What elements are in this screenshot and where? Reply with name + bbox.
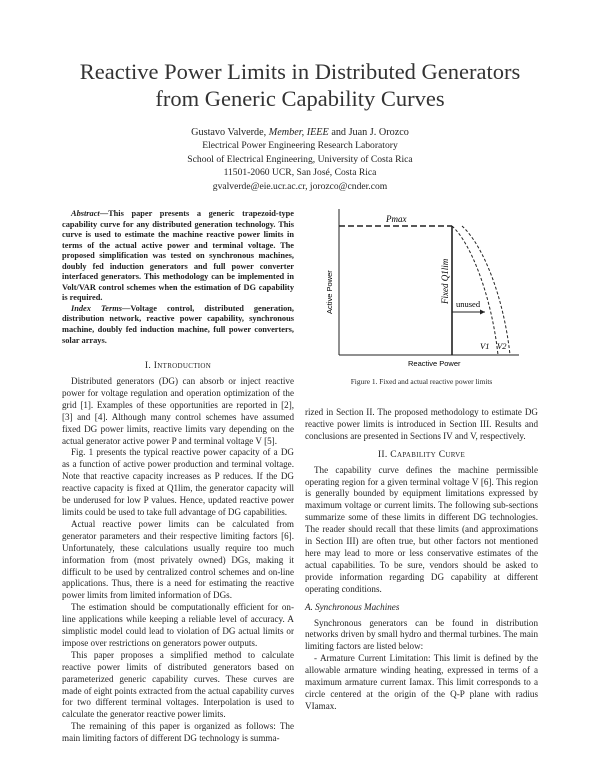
abstract-paragraph [62,209,294,304]
affiliation-lab: Electrical Power Engineering Research Laboratory [202,140,398,152]
intro-paragraph-5: This paper proposes a simplified method to calculate reactive power limits of distributed generators based on parameterized generic capability curves. These curves are made of eight points extracted from the actual capability curves for two different terminal voltages. Interpolation is used to calculate the generator reactive power limits. [62,649,294,720]
author-1: Gustavo Valverde, [191,127,269,138]
affiliation-school: School of Electrical Engineering, University of Costa Rica [187,153,413,165]
intro-paragraph-2: Fig. 1 presents the typical reactive power capacity of a DG as a function of active power production and terminal voltage. Note that reactive capacity increases as P reduces. If the DG reactive capacity is fixed at Q1lim, the generator capacity will be underused for low P values. Hence, updated reactive power limits could be used to take full advantage of DG capabilities. [62,447,294,517]
affiliation-address: 11501-2060 UCR, San José, Costa Rica [223,167,377,179]
unused-label: unused [456,299,481,309]
subsection-heading-synchronous: A. Synchronous Machines [305,601,400,612]
abstract [62,209,294,346]
intro-paragraph-6: The remaining of this paper is organized as follows: The main limiting factors of different DG technology is summa- [62,721,294,744]
right-paragraph-continued: rized in Section II. The proposed methodology to estimate DG reactive power limits is introduced in Section III. Results and conclusions are presented in Sections IV and V, respectively. [305,407,538,441]
left-column [62,209,294,745]
x-axis-label: Reactive Power [408,359,461,368]
capability-paragraph-1: The capability curve defines the machine permissible operating region for a given terminal voltage V [6]. This region is generally bounded by equipment limitations expressed by maximum voltage or current limits. The following sub-sections summarize some of these limits in different DG technologies. The reader should recall that these limits (and approximations in Section III) are often true, but other factors not mentioned here may lead to more or less conservative estimates of the actual capabilities. To be sure, vendors should be asked to provide information regarding DG capability at different operating conditions. [305,464,538,594]
fixed-q-label: Fixed Q1lim [440,258,450,304]
index-terms-label: Index Terms [71,303,122,313]
intro-paragraph-3: Actual reactive power limits can be calculated from generator parameters and their respective limiting factors [6]. Unfortunately, these calculations usually require too much information from (most privately owned) DGs, making it difficult to be used by centralized control schemes and on-line applications. Thus, there is a need for estimating the reactive power limits from limited information of DGs. [62,518,294,601]
synchronous-paragraph-1: Synchronous generators can be found in distribution networks driven by small hydro and thermal turbines. The main limiting factors are listed below: [305,617,538,652]
v2-curve [462,226,510,355]
synchronous-paragraph-2: - Armature Current Limitation: This limit is defined by the allowable armature winding heating, expressed in terms of a maximum armature current Iamax. This limit corresponds to a circle centered at the origin of the Q-P plane with radius VIamax. [305,653,538,711]
author-block [30,126,570,193]
v1-label: V1 [480,341,490,351]
y-axis-label: Active Power [325,270,334,314]
index-terms-text: —Voltage control, distributed generation, distribution network, reactive power capability, synchronous machine, doubly fed induction machine, full power converters, solar arrays. [62,303,294,345]
title-line-2: from Generic Capability Curves [155,86,445,111]
author-emails: gvalverde@eie.ucr.ac.cr, jorozco@cnder.com [212,180,388,192]
v1-curve [452,226,498,355]
figure-1-capability-diagram [304,204,540,384]
member-title: Member, IEEE [268,127,329,138]
title-line-1: Reactive Power Limits in Distributed Generators [79,59,521,84]
right-column [305,407,538,713]
author-names [30,126,570,139]
intro-paragraph-1: Distributed generators (DG) can absorb or inject reactive power for voltage regulation and operation optimization of the grid [1]. Examples of these opportunities are reported in [2], [3] and [4]. Although many control schemes have assumed fixed DG power limits, reactive limits vary depending on the actual generator active power P and terminal voltage V [5]. [62,376,294,446]
section-heading-capability-curve: II. Capability Curve [377,448,466,460]
pmax-label: Pmax [386,214,407,224]
author-2: and Juan J. Orozco [328,127,409,138]
arrow-head-icon [480,310,485,315]
index-terms [62,304,294,346]
abstract-label: Abstract [71,209,100,218]
section-heading-introduction: I. Introduction [144,360,212,372]
abstract-text: —This paper presents a generic trapezoid-type capability curve for any distributed generation technology. This curve is used to estimate the machine reactive power limits in terms of the actual active power and terminal voltage. The proposed simplification was tested on synchronous machines, doubly fed induction generators and full power converter interfaced generators. This methodology can be implemented in Volt/VAR control schemes when the estimation of DG capability is required. [62,209,294,303]
paper-title [30,58,570,112]
intro-paragraph-4: The estimation should be computationally efficient for on-line applications while keeping a reliable level of accuracy. A simplistic model could lead to violation of DG actual limits or impose over restrictions on generators power outputs. [62,602,294,648]
v2-label: V2 [497,341,507,351]
figure-1-caption: Figure 1. Fixed and actual reactive power limits [350,377,493,386]
